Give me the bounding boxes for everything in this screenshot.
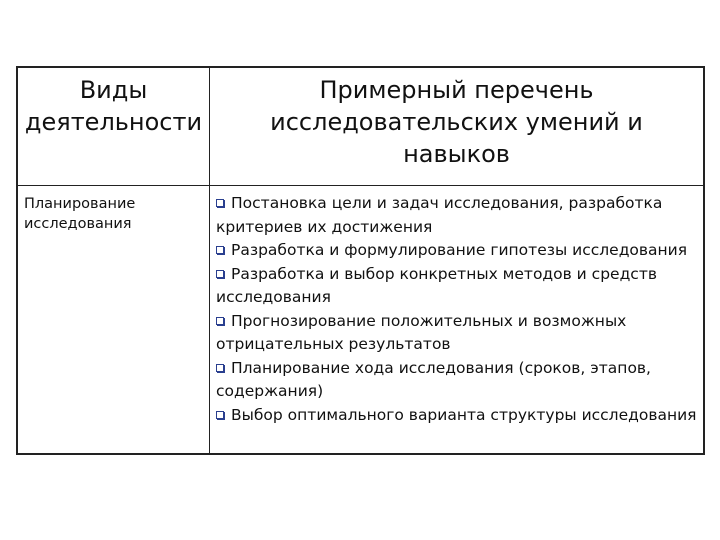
square-bullet-icon: [216, 246, 224, 254]
skills-table: [16, 66, 705, 455]
skill-item: [216, 404, 699, 428]
skill-item-text: Планирование хода исследования (сроков, этапов, содержания): [216, 358, 651, 400]
square-bullet-icon: [216, 270, 224, 278]
skills-cell: [210, 186, 704, 454]
skill-item-text: Прогнозирование положительных и возможных отрицательных результатов: [216, 311, 627, 353]
header-cell-skills: [210, 68, 704, 186]
skill-item: [216, 357, 699, 404]
skill-item-text: Выбор оптимального варианта структуры исследования: [231, 405, 697, 424]
header-row: [18, 68, 704, 186]
header-skills-label: Примерный перечень исследовательских умений и навыков: [270, 76, 643, 168]
square-bullet-icon: [216, 364, 224, 372]
skill-item: [216, 263, 699, 310]
skill-item-text: Разработка и выбор конкретных методов и средств исследования: [216, 264, 657, 306]
table-row: [18, 186, 704, 454]
skill-item: [216, 239, 699, 263]
skill-item-text: Постановка цели и задач исследования, разработка критериев их достижения: [216, 194, 663, 236]
square-bullet-icon: [216, 317, 224, 325]
skill-item: [216, 310, 699, 357]
header-cell-activity: [18, 68, 210, 186]
skills-table-grid: [17, 67, 704, 454]
square-bullet-icon: [216, 199, 224, 207]
square-bullet-icon: [216, 411, 224, 419]
activity-cell: Планирование исследования: [18, 186, 210, 454]
skill-item-text: Разработка и формулирование гипотезы исследования: [231, 241, 688, 259]
header-activity-label: Виды деятельности: [24, 76, 203, 136]
skill-item: [216, 192, 699, 239]
